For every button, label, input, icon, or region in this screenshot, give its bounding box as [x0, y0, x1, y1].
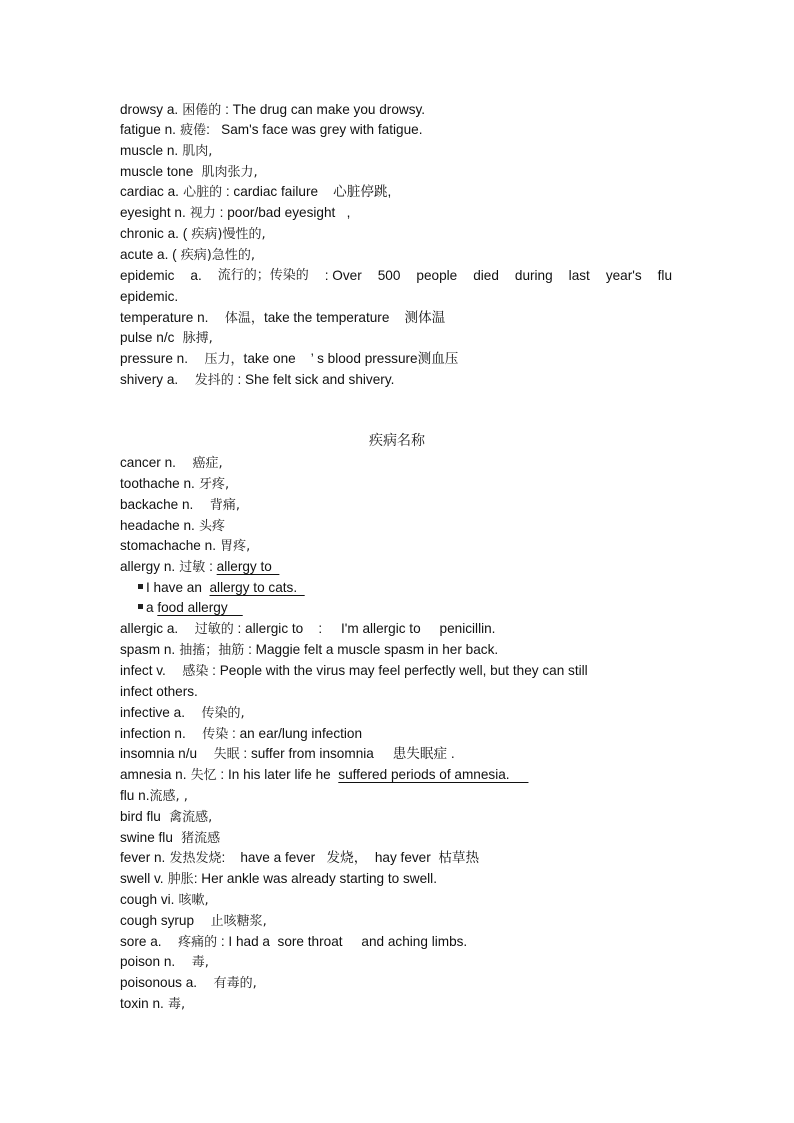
vocab-entry: sore a. 疼痛的 : I had a sore throat and aching limbs. [120, 934, 468, 950]
vocab-entry: toxin n. 毒, [120, 996, 186, 1012]
vocab-entry: fatigue n. 疲倦: Sam's face was grey with fatigue. [120, 122, 423, 138]
vocab-entry: chronic a. ( 疾病)慢性的, [120, 226, 266, 242]
vocab-entry: cough vi. 咳嗽, [120, 892, 209, 908]
underlined-phrase: food allergy [157, 600, 243, 615]
vocab-entry: pulse n/c 脉搏, [120, 330, 213, 346]
vocab-entry-epidemic: epidemic a. 流行的；传染的 : Over 500 people died during last year's flu [120, 268, 672, 283]
vocab-entry: muscle n. 肌肉, [120, 143, 213, 159]
vocab-entry: stomachache n. 胃疼, [120, 538, 251, 554]
section-heading: 疾病名称 [369, 433, 425, 449]
vocab-entry: cancer n. 癌症, [120, 455, 223, 471]
vocab-entry: poisonous a. 有毒的, [120, 975, 257, 991]
vocab-entry: toothache n. 牙疼, [120, 476, 230, 492]
underlined-phrase: suffered periods of amnesia. [338, 767, 529, 782]
vocab-entry-continuation: epidemic. [120, 289, 179, 304]
vocab-entry: acute a. ( 疾病)急性的, [120, 247, 256, 263]
vocab-entry: bird flu 禽流感, [120, 809, 213, 825]
underlined-phrase: allergy to cats. [209, 580, 305, 595]
vocab-entry-allergy: allergy n. 过敏 : allergy to [120, 559, 280, 575]
vocab-entry: fever n. 发热发烧: have a fever 发烧， hay fever 枯草热 [120, 850, 480, 866]
example-bullet: a food allergy [138, 599, 243, 617]
vocab-entry: allergic a. 过敏的 : allergic to : I'm allergic to penicillin. [120, 621, 496, 637]
vocab-entry-amnesia: amnesia n. 失忆 : In his later life he suffered periods of amnesia. [120, 767, 529, 783]
vocab-entry: insomnia n/u 失眠 : suffer from insomnia 患失眠症 . [120, 746, 455, 762]
vocab-entry: cough syrup 止咳糖浆, [120, 913, 267, 929]
vocab-entry: infective a. 传染的, [120, 705, 245, 721]
bullet-icon [138, 584, 143, 589]
vocab-entry-continuation: infect others. [120, 684, 198, 699]
vocab-entry: swine flu 猪流感 [120, 830, 221, 846]
vocab-entry: flu n.流感, , [120, 788, 188, 804]
underlined-phrase: allergy to [216, 559, 280, 574]
vocab-entry: shivery a. 发抖的 : She felt sick and shivery. [120, 372, 395, 388]
vocab-entry: eyesight n. 视力 : poor/bad eyesight , [120, 205, 351, 221]
bullet-icon [138, 604, 143, 609]
vocab-entry: swell v. 肿胀: Her ankle was already starting to swell. [120, 871, 437, 887]
vocab-entry: infect v. 感染 : People with the virus may feel perfectly well, but they can still [120, 663, 588, 679]
vocab-entry: backache n. 背痛, [120, 497, 240, 513]
vocab-entry: cardiac a. 心脏的 : cardiac failure 心脏停跳, [120, 184, 392, 200]
vocab-entry: headache n. 头疼 [120, 518, 225, 534]
example-bullet: I have an allergy to cats. [138, 579, 305, 597]
vocab-entry: infection n. 传染 : an ear/lung infection [120, 726, 363, 742]
vocab-entry: spasm n. 抽搐；抽筋 : Maggie felt a muscle spasm in her back. [120, 642, 499, 658]
vocab-entry: pressure n. 压力，take one ’ s blood pressure测血压 [120, 351, 459, 367]
vocab-entry: poison n. 毒, [120, 954, 209, 970]
vocab-entry: drowsy a. 困倦的 : The drug can make you drowsy. [120, 102, 426, 118]
vocab-entry: temperature n. 体温，take the temperature 测体温 [120, 310, 446, 326]
vocab-entry: muscle tone 肌肉张力, [120, 164, 258, 180]
